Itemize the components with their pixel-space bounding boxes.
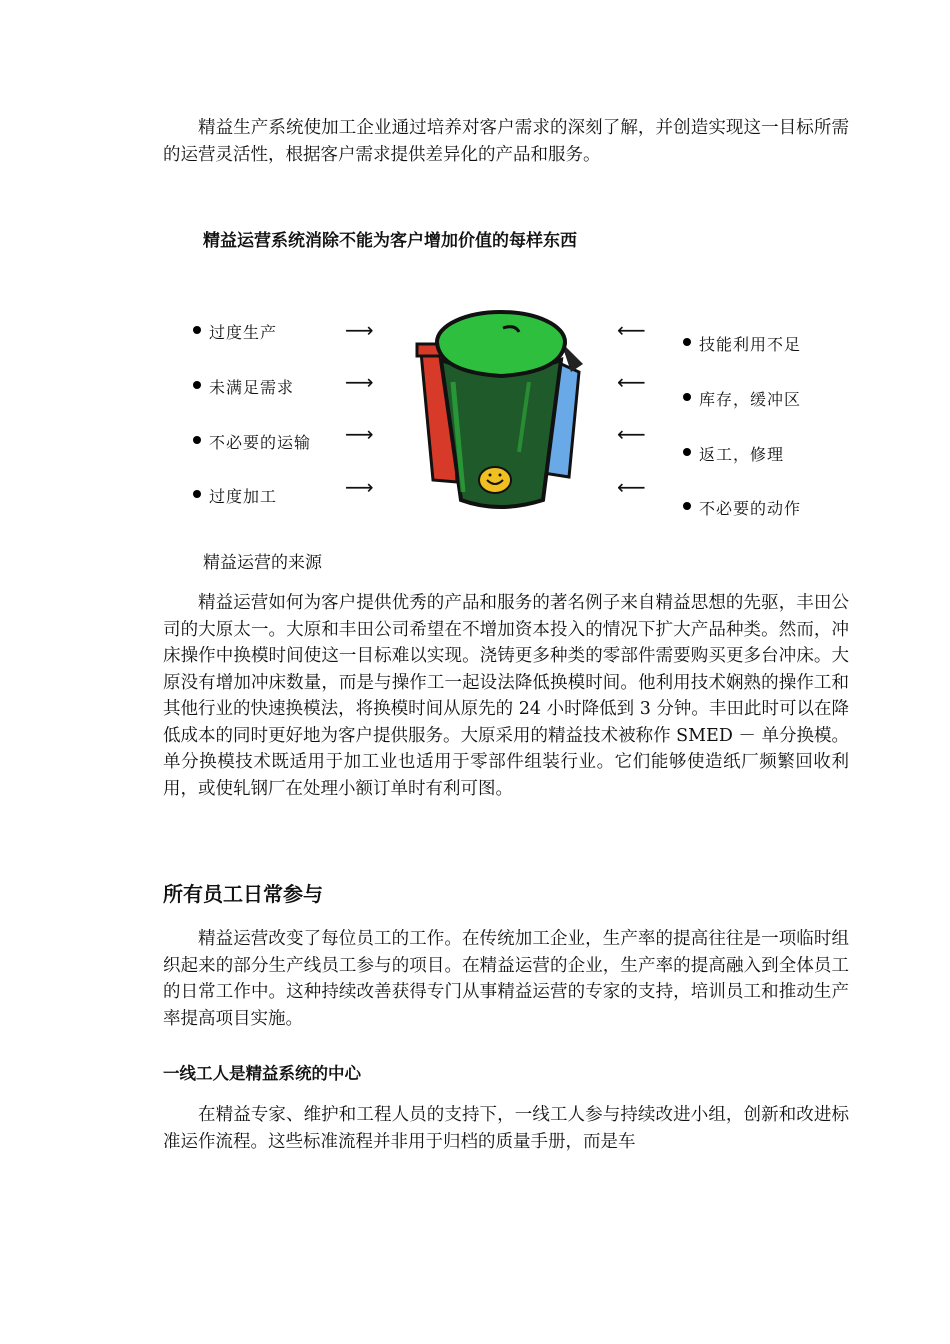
right-item: 技能利用不足 <box>683 332 801 355</box>
arrow-right-icon: ⟶ <box>345 370 374 394</box>
lean-origin-paragraph: 精益运营如何为客户提供优秀的产品和服务的著名例子来自精益思想的先驱，丰田公司的大原太一。大原和丰田公司希望在不增加资本投入的情况下扩大产品种类。然而，冲床操作中换模时间使这一目标难以实现。浇铸更多种类的零部件需要购买更多台冲床。大原没有增加冲床数量，而是与操作工一起设法降低换模时间。他利用技术娴熟的操作工和其他行业的快速换模法，将换模时间从原先的 24 小时降低到 3 分钟。丰田此时可以在降低成本的同时更好地为客户提供服务。大原采用的精益技术被称作 SMED － 单分换模。单分换模技术既适用于加工业也适用于零部件组装行业。它们能够使造纸厂频繁回收利用，或使轧钢厂在处理小额订单时有利可图。 <box>163 593 849 799</box>
bullet-icon <box>683 448 691 456</box>
section-heading-frontline: 一线工人是精益系统的中心 <box>163 1064 361 1083</box>
trash-can-clipart-icon <box>411 302 591 517</box>
section-heading-all-employees: 所有员工日常参与 <box>163 882 323 906</box>
arrow-right-icon: ⟶ <box>345 422 374 446</box>
arrow-left-icon: ⟵ <box>617 475 646 499</box>
bullet-icon <box>683 393 691 401</box>
frontline-paragraph: 在精益专家、维护和工程人员的支持下，一线工人参与持续改进小组，创新和改进标准运作流程。这些标准流程并非用于归档的质量手册，而是车 <box>163 1105 849 1152</box>
arrow-left-icon: ⟵ <box>617 422 646 446</box>
arrow-left-icon: ⟵ <box>617 370 646 394</box>
arrow-left-icon: ⟵ <box>617 318 646 342</box>
bullet-icon <box>193 490 201 498</box>
bullet-icon <box>683 502 691 510</box>
arrow-right-icon: ⟶ <box>345 475 374 499</box>
left-item: 过度加工 <box>193 484 277 507</box>
left-item: 过度生产 <box>193 320 277 343</box>
intro-paragraph: 精益生产系统使加工企业通过培养对客户需求的深刻了解，并创造实现这一目标所需的运营灵活性，根据客户需求提供差异化的产品和服务。 <box>163 118 849 165</box>
waste-figure <box>185 300 825 530</box>
right-item: 返工，修理 <box>683 442 784 465</box>
left-item: 不必要的运输 <box>193 430 311 453</box>
right-item: 库存，缓冲区 <box>683 387 801 410</box>
all-employees-paragraph: 精益运营改变了每位员工的工作。在传统加工企业，生产率的提高往往是一项临时组织起来的部分生产线员工参与的项目。在精益运营的企业，生产率的提高融入到全体员工的日常工作中。这种持续改善获得专门从事精益运营的专家的支持，培训员工和推动生产率提高项目实施。 <box>163 929 849 1029</box>
right-item: 不必要的动作 <box>683 496 801 519</box>
bullet-icon <box>193 436 201 444</box>
arrow-right-icon: ⟶ <box>345 318 374 342</box>
bullet-icon <box>683 338 691 346</box>
bullet-icon <box>193 381 201 389</box>
left-item: 未满足需求 <box>193 375 294 398</box>
section-heading-lean-origin: 精益运营的来源 <box>203 553 322 573</box>
bullet-icon <box>193 326 201 334</box>
figure-title: 精益运营系统消除不能为客户增加价值的每样东西 <box>203 231 577 251</box>
